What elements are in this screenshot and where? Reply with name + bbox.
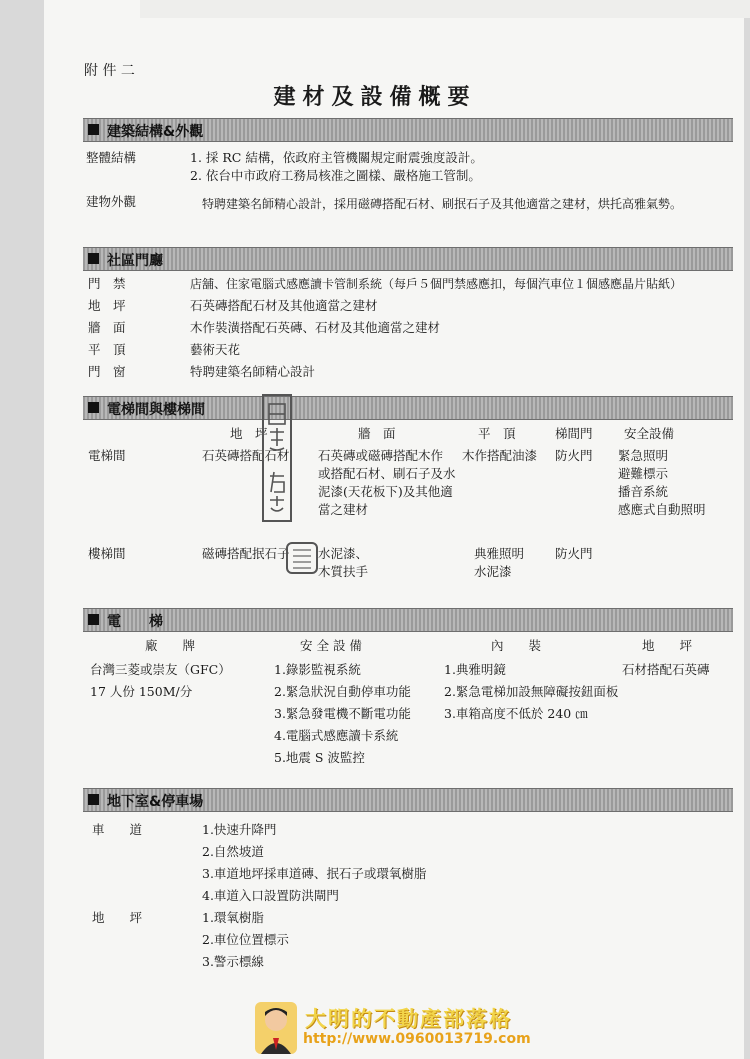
cell-text: 播音系統 [618, 484, 669, 499]
attachment-label: 附 件 二 [84, 63, 135, 79]
row-label: 車 道 [92, 822, 143, 837]
watermark-banner [255, 1000, 531, 1055]
cell-text: 典雅照明 [474, 546, 525, 561]
column-header: 地 坪 [642, 638, 693, 653]
row-text: 店舖、住家電腦式感應讀卡管制系統（每戶５個門禁感應扣，每個汽車位１個感應晶片貼紙） [190, 277, 683, 291]
cell-text: 木作搭配油漆 [462, 448, 538, 463]
row-label: 門 禁 [88, 276, 126, 291]
cell-text: 3.緊急發電機不斷電功能 [274, 706, 411, 721]
row-text: 特聘建築名師精心設計 [190, 364, 316, 379]
cell-text: 防火門 [555, 448, 593, 463]
row-text: 特聘建築名師精心設計，採用磁磚搭配石材、刷抿石子及其他適當之建材，烘托高雅氣勢。 [202, 197, 683, 211]
column-header: 內 裝 [491, 638, 542, 653]
cell-text: 防火門 [555, 546, 593, 561]
banner-url[interactable]: http://www.0960013719.com [303, 1031, 531, 1047]
cell-text: 木質扶手 [318, 564, 369, 579]
cell-text: 2.緊急狀況自動停車功能 [274, 684, 411, 699]
cell-text: 或搭配石材、刷石子及水 [318, 466, 456, 481]
cell-text: 水泥漆、 [318, 546, 369, 561]
cell-text: 避難標示 [618, 466, 669, 481]
list-item: 3.警示標線 [202, 954, 264, 969]
row-label: 地 坪 [92, 910, 143, 925]
cell-text: 4.電腦式感應讀卡系統 [274, 728, 399, 743]
cell-text: 感應式自動照明 [618, 502, 706, 517]
list-item: 4.車道入口設置防洪閘門 [202, 888, 339, 903]
square-bullet-icon [88, 124, 99, 135]
column-header: 牆 面 [358, 426, 396, 441]
row-label: 電梯間 [88, 448, 126, 463]
row-label: 地 坪 [88, 298, 126, 313]
column-header: 安 全 設 備 [300, 638, 362, 653]
row-label: 整體結構 [86, 150, 137, 165]
scan-edge [140, 0, 750, 18]
square-bullet-icon [88, 253, 99, 264]
row-text: 2. 依台中市政府工務局核准之圖樣、嚴格施工管制。 [190, 168, 481, 183]
cell-text: 5.地震 S 波監控 [274, 750, 365, 765]
row-label: 樓梯間 [88, 546, 126, 561]
cell-text: 石英磚或磁磚搭配木作 [318, 448, 444, 463]
list-item: 2.自然坡道 [202, 844, 264, 859]
column-header: 廠 牌 [145, 638, 196, 653]
row-label: 牆 面 [88, 320, 126, 335]
seal-stamp [262, 394, 292, 522]
seal-stamp-round [286, 542, 318, 574]
column-header: 平 頂 [478, 426, 516, 441]
section-header-structure: 建築結構&外觀 [83, 118, 733, 142]
seal-mark-icon [288, 544, 316, 572]
section-header-lobby: 社區門廳 [83, 247, 733, 271]
square-bullet-icon [88, 794, 99, 805]
square-bullet-icon [88, 402, 99, 413]
seal-stamp-icon [264, 396, 290, 520]
cell-text: 台灣三菱或崇友（GFC） [90, 662, 231, 677]
list-item: 3.車道地坪採車道磚、抿石子或環氧樹脂 [202, 866, 427, 881]
cell-text: 石英磚搭配石材 [202, 448, 290, 463]
cell-text: 當之建材 [318, 502, 369, 517]
row-label: 門 窗 [88, 364, 126, 379]
square-bullet-icon [88, 614, 99, 625]
cell-text: 1.典雅明鏡 [444, 662, 506, 677]
cell-text: 17 人份 150M/分 [90, 684, 193, 699]
row-text: 1. 採 RC 結構，依政府主管機關規定耐震強度設計。 [190, 150, 483, 165]
section-header-elevator: 電 梯 [83, 608, 733, 632]
row-text: 藝術天花 [190, 342, 241, 357]
column-header: 梯間門 [555, 426, 593, 441]
column-header: 安全設備 [624, 426, 675, 441]
page-title: 建材及設備概要 [273, 84, 477, 110]
avatar-icon [255, 1002, 297, 1054]
row-text: 石英磚搭配石材及其他適當之建材 [190, 298, 378, 313]
cell-text: 緊急照明 [618, 448, 669, 463]
list-item: 2.車位位置標示 [202, 932, 289, 947]
row-label: 平 頂 [88, 342, 126, 357]
row-label: 建物外觀 [86, 194, 137, 209]
list-item: 1.環氧樹脂 [202, 910, 264, 925]
section-header-basement: 地下室&停車場 [83, 788, 733, 812]
cell-text: 2.緊急電梯加設無障礙按鈕面板 [444, 684, 619, 699]
cell-text: 石材搭配石英磚 [622, 662, 710, 677]
list-item: 1.快速升降門 [202, 822, 277, 837]
section-header-elevator-stair: 電梯間與樓梯間 [83, 396, 733, 420]
cell-text: 水泥漆 [474, 564, 512, 579]
cell-text: 泥漆(天花板下)及其他適 [318, 484, 453, 499]
column-header: 地 坪 [230, 426, 268, 441]
row-text: 木作裝潢搭配石英磚、石材及其他適當之建材 [190, 320, 441, 335]
banner-title: 大明的不動產部落格 [305, 1007, 512, 1031]
cell-text: 3.車箱高度不低於 240 ㎝ [444, 706, 588, 721]
cell-text: 磁磚搭配抿石子 [202, 546, 290, 561]
cell-text: 1.錄影監視系統 [274, 662, 361, 677]
